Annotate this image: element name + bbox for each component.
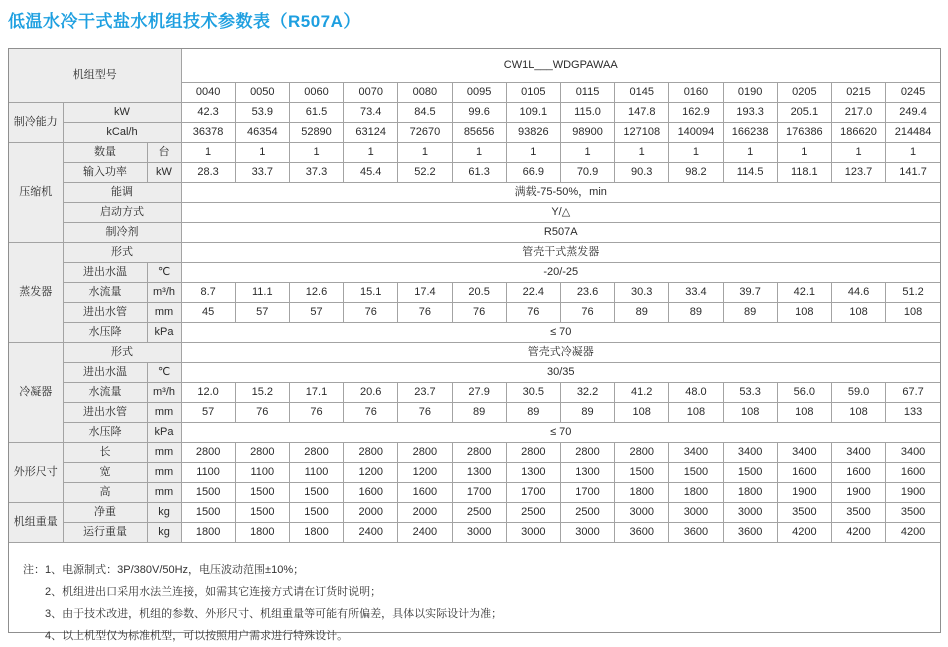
data-cell: 1 [560, 143, 614, 163]
data-cell: 22.4 [506, 283, 560, 303]
data-cell: 28.3 [181, 163, 235, 183]
data-cell: 108 [777, 303, 831, 323]
data-cell: 52.2 [398, 163, 452, 183]
row-label: 水流量 [63, 383, 147, 403]
data-cell: 51.2 [886, 283, 940, 303]
data-cell: 1300 [506, 463, 560, 483]
model-number-cell: 0160 [669, 83, 723, 103]
data-cell: 70.9 [560, 163, 614, 183]
unit-cell: kPa [147, 323, 181, 343]
data-cell: 45.4 [344, 163, 398, 183]
section-label: 压缩机 [9, 143, 63, 243]
model-number-cell: 0115 [560, 83, 614, 103]
model-number-cell: 0095 [452, 83, 506, 103]
data-cell: 1300 [452, 463, 506, 483]
notes-list [45, 559, 930, 647]
model-number-cell: 0060 [289, 83, 343, 103]
data-cell: 1 [289, 143, 343, 163]
data-cell: 1700 [506, 483, 560, 503]
note-item: 2、机组进出口采用水法兰连接，如需其它连接方式请在订货时说明； [45, 586, 382, 598]
data-cell: 127108 [615, 123, 669, 143]
row-label: 能调 [63, 183, 181, 203]
data-cell: 1600 [777, 463, 831, 483]
data-cell: 3400 [723, 443, 777, 463]
data-cell: 59.0 [831, 383, 885, 403]
data-cell: 1 [235, 143, 289, 163]
data-cell: 1500 [289, 503, 343, 523]
data-cell: 166238 [723, 123, 777, 143]
data-cell: 1900 [831, 483, 885, 503]
data-cell: 108 [777, 403, 831, 423]
data-cell: 2800 [289, 443, 343, 463]
row-label: 进出水温 [63, 363, 147, 383]
data-cell: 44.6 [831, 283, 885, 303]
unit-cell: kg [147, 523, 181, 543]
data-cell: 2800 [615, 443, 669, 463]
data-cell: 73.4 [344, 103, 398, 123]
data-cell: 76 [452, 303, 506, 323]
row-label: 进出水温 [63, 263, 147, 283]
row-label: 输入功率 [63, 163, 147, 183]
data-cell: 2800 [560, 443, 614, 463]
row-label: 水流量 [63, 283, 147, 303]
data-cell: 66.9 [506, 163, 560, 183]
data-cell: 76 [560, 303, 614, 323]
data-cell: 1200 [344, 463, 398, 483]
data-cell: 2800 [452, 443, 506, 463]
data-cell: 1200 [398, 463, 452, 483]
data-cell: 33.4 [669, 283, 723, 303]
data-cell: 1500 [235, 503, 289, 523]
data-cell: 89 [615, 303, 669, 323]
data-cell: 140094 [669, 123, 723, 143]
unit-cell: kg [147, 503, 181, 523]
row-label: 长 [63, 443, 147, 463]
data-cell: 108 [615, 403, 669, 423]
data-cell: 17.4 [398, 283, 452, 303]
data-cell: 15.2 [235, 383, 289, 403]
data-cell: 11.1 [235, 283, 289, 303]
unit-cell: ℃ [147, 363, 181, 383]
data-cell: 176386 [777, 123, 831, 143]
data-cell: 2400 [344, 523, 398, 543]
data-cell: 4200 [831, 523, 885, 543]
data-cell: 2500 [452, 503, 506, 523]
data-cell: 89 [560, 403, 614, 423]
row-label: 形式 [63, 343, 181, 363]
data-cell: 114.5 [723, 163, 777, 183]
data-cell: 76 [398, 403, 452, 423]
data-cell: 42.1 [777, 283, 831, 303]
row-label: 进出水管 [63, 303, 147, 323]
data-cell: 27.9 [452, 383, 506, 403]
note-item: 3、由于技术改进，机组的参数、外形尺寸、机组重量等可能有所偏差，具体以实际设计为准； [45, 608, 503, 620]
data-cell: 108 [886, 303, 940, 323]
row-label: kW [63, 103, 181, 123]
data-cell: 1500 [181, 483, 235, 503]
section-label: 蒸发器 [9, 243, 63, 343]
data-cell: 2800 [506, 443, 560, 463]
data-cell: 109.1 [506, 103, 560, 123]
data-cell: 46354 [235, 123, 289, 143]
notes-section [9, 543, 940, 647]
data-cell: 141.7 [886, 163, 940, 183]
data-cell: 2800 [344, 443, 398, 463]
model-number-cell: 0190 [723, 83, 777, 103]
data-cell: 2400 [398, 523, 452, 543]
data-cell: 3400 [831, 443, 885, 463]
data-cell: 1500 [723, 463, 777, 483]
data-cell: 61.5 [289, 103, 343, 123]
unit-cell: m³/h [147, 383, 181, 403]
data-cell: 76 [344, 303, 398, 323]
data-cell: 99.6 [452, 103, 506, 123]
data-cell: 3000 [615, 503, 669, 523]
data-cell: 2500 [560, 503, 614, 523]
unit-cell: mm [147, 483, 181, 503]
data-cell: 1 [886, 143, 940, 163]
unit-cell: m³/h [147, 283, 181, 303]
data-cell: 1 [452, 143, 506, 163]
span-value-cell: 满载-75-50%，min [181, 183, 940, 203]
data-cell: 30.5 [506, 383, 560, 403]
unit-cell: mm [147, 443, 181, 463]
data-cell: 2000 [398, 503, 452, 523]
data-cell: 57 [235, 303, 289, 323]
data-cell: 118.1 [777, 163, 831, 183]
data-cell: 1800 [669, 483, 723, 503]
data-cell: 1100 [181, 463, 235, 483]
data-cell: 85656 [452, 123, 506, 143]
data-cell: 2800 [181, 443, 235, 463]
data-cell: 32.2 [560, 383, 614, 403]
unit-cell: 台 [147, 143, 181, 163]
data-cell: 15.1 [344, 283, 398, 303]
data-cell: 42.3 [181, 103, 235, 123]
notes-prefix: 注： [23, 564, 45, 576]
data-cell: 63124 [344, 123, 398, 143]
data-cell: 1800 [289, 523, 343, 543]
span-value-cell: ≤ 70 [181, 423, 940, 443]
unit-cell: kW [147, 163, 181, 183]
data-cell: 1 [344, 143, 398, 163]
data-cell: 3500 [831, 503, 885, 523]
data-cell: 2800 [398, 443, 452, 463]
data-cell: 20.6 [344, 383, 398, 403]
model-header-label: 机组型号 [9, 49, 181, 103]
data-cell: 53.3 [723, 383, 777, 403]
data-cell: 115.0 [560, 103, 614, 123]
data-cell: 37.3 [289, 163, 343, 183]
data-cell: 76 [235, 403, 289, 423]
unit-cell: mm [147, 403, 181, 423]
page-title: 低温水冷干式盐水机组技术参数表（R507A） [8, 12, 361, 31]
data-cell: 33.7 [235, 163, 289, 183]
series-name-cell: CW1L___WDGPAWAA [181, 49, 940, 83]
row-label: 运行重量 [63, 523, 147, 543]
data-cell: 3500 [886, 503, 940, 523]
data-cell: 52890 [289, 123, 343, 143]
data-cell: 1900 [777, 483, 831, 503]
data-cell: 1600 [344, 483, 398, 503]
data-cell: 162.9 [669, 103, 723, 123]
data-cell: 76 [398, 303, 452, 323]
data-cell: 3400 [777, 443, 831, 463]
data-cell: 1 [181, 143, 235, 163]
data-cell: 57 [181, 403, 235, 423]
row-label: 进出水管 [63, 403, 147, 423]
data-cell: 123.7 [831, 163, 885, 183]
data-cell: 249.4 [886, 103, 940, 123]
data-cell: 217.0 [831, 103, 885, 123]
data-cell: 3000 [723, 503, 777, 523]
data-cell: 1300 [560, 463, 614, 483]
data-cell: 89 [506, 403, 560, 423]
data-cell: 23.7 [398, 383, 452, 403]
span-value-cell: 管壳式冷凝器 [181, 343, 940, 363]
data-cell: 1 [669, 143, 723, 163]
data-cell: 3400 [669, 443, 723, 463]
span-value-cell: ≤ 70 [181, 323, 940, 343]
model-number-cell: 0205 [777, 83, 831, 103]
data-cell: 1500 [235, 483, 289, 503]
data-cell: 1500 [289, 483, 343, 503]
row-label: 制冷剂 [63, 223, 181, 243]
row-label: 净重 [63, 503, 147, 523]
data-cell: 1500 [615, 463, 669, 483]
row-label: 水压降 [63, 323, 147, 343]
row-label: 宽 [63, 463, 147, 483]
data-cell: 89 [452, 403, 506, 423]
data-cell: 48.0 [669, 383, 723, 403]
data-cell: 76 [289, 403, 343, 423]
data-cell: 20.5 [452, 283, 506, 303]
model-number-cell: 0040 [181, 83, 235, 103]
row-label: 启动方式 [63, 203, 181, 223]
section-label: 制冷能力 [9, 103, 63, 143]
model-number-cell: 0050 [235, 83, 289, 103]
model-number-cell: 0145 [615, 83, 669, 103]
spec-table [9, 49, 940, 543]
data-cell: 147.8 [615, 103, 669, 123]
model-number-cell: 0080 [398, 83, 452, 103]
data-cell: 89 [723, 303, 777, 323]
span-value-cell: -20/-25 [181, 263, 940, 283]
data-cell: 1700 [452, 483, 506, 503]
model-number-cell: 0070 [344, 83, 398, 103]
data-cell: 186620 [831, 123, 885, 143]
data-cell: 84.5 [398, 103, 452, 123]
data-cell: 90.3 [615, 163, 669, 183]
data-cell: 36378 [181, 123, 235, 143]
data-cell: 3600 [723, 523, 777, 543]
data-cell: 1100 [235, 463, 289, 483]
span-value-cell: 管壳干式蒸发器 [181, 243, 940, 263]
row-label: 数量 [63, 143, 147, 163]
data-cell: 1700 [560, 483, 614, 503]
model-number-cell: 0215 [831, 83, 885, 103]
data-cell: 17.1 [289, 383, 343, 403]
span-value-cell: R507A [181, 223, 940, 243]
row-label: 形式 [63, 243, 181, 263]
data-cell: 4200 [777, 523, 831, 543]
data-cell: 3000 [452, 523, 506, 543]
data-cell: 3000 [560, 523, 614, 543]
data-cell: 193.3 [723, 103, 777, 123]
row-label: 高 [63, 483, 147, 503]
data-cell: 1800 [181, 523, 235, 543]
data-cell: 1100 [289, 463, 343, 483]
data-cell: 39.7 [723, 283, 777, 303]
data-cell: 53.9 [235, 103, 289, 123]
data-cell: 30.3 [615, 283, 669, 303]
data-cell: 1900 [886, 483, 940, 503]
data-cell: 3500 [777, 503, 831, 523]
data-cell: 12.6 [289, 283, 343, 303]
data-cell: 1800 [723, 483, 777, 503]
data-cell: 3000 [506, 523, 560, 543]
data-cell: 1600 [831, 463, 885, 483]
data-cell: 108 [831, 303, 885, 323]
data-cell: 1500 [181, 503, 235, 523]
data-cell: 1 [723, 143, 777, 163]
data-cell: 67.7 [886, 383, 940, 403]
data-cell: 45 [181, 303, 235, 323]
data-cell: 108 [723, 403, 777, 423]
unit-cell: ℃ [147, 263, 181, 283]
data-cell: 98900 [560, 123, 614, 143]
data-cell: 89 [669, 303, 723, 323]
note-item: 4、以上机型仅为标准机型，可以按照用户需求进行特殊设计。 [45, 630, 349, 642]
data-cell: 1600 [886, 463, 940, 483]
row-label: kCal/h [63, 123, 181, 143]
note-item: 1、电源制式：3P/380V/50Hz，电压波动范围±10%； [45, 564, 305, 576]
data-cell: 98.2 [669, 163, 723, 183]
section-label: 机组重量 [9, 503, 63, 543]
data-cell: 1 [831, 143, 885, 163]
data-cell: 1 [615, 143, 669, 163]
row-label: 水压降 [63, 423, 147, 443]
data-cell: 23.6 [560, 283, 614, 303]
data-cell: 1 [506, 143, 560, 163]
data-cell: 1800 [615, 483, 669, 503]
data-cell: 8.7 [181, 283, 235, 303]
data-cell: 1500 [669, 463, 723, 483]
data-cell: 3000 [669, 503, 723, 523]
data-cell: 1600 [398, 483, 452, 503]
data-cell: 3400 [886, 443, 940, 463]
data-cell: 76 [506, 303, 560, 323]
span-value-cell: 30/35 [181, 363, 940, 383]
data-cell: 2500 [506, 503, 560, 523]
unit-cell: mm [147, 463, 181, 483]
data-cell: 56.0 [777, 383, 831, 403]
data-cell: 3600 [669, 523, 723, 543]
data-cell: 2800 [235, 443, 289, 463]
data-cell: 61.3 [452, 163, 506, 183]
content-frame [8, 48, 941, 642]
data-cell: 3600 [615, 523, 669, 543]
data-cell: 72670 [398, 123, 452, 143]
model-number-cell: 0245 [886, 83, 940, 103]
span-value-cell: Y/△ [181, 203, 940, 223]
data-cell: 214484 [886, 123, 940, 143]
data-cell: 205.1 [777, 103, 831, 123]
data-cell: 133 [886, 403, 940, 423]
data-cell: 57 [289, 303, 343, 323]
data-cell: 2000 [344, 503, 398, 523]
data-cell: 12.0 [181, 383, 235, 403]
data-cell: 1800 [235, 523, 289, 543]
data-cell: 108 [669, 403, 723, 423]
data-cell: 41.2 [615, 383, 669, 403]
data-cell: 93826 [506, 123, 560, 143]
data-cell: 1 [398, 143, 452, 163]
data-cell: 1 [777, 143, 831, 163]
section-label: 冷凝器 [9, 343, 63, 443]
model-number-cell: 0105 [506, 83, 560, 103]
unit-cell: kPa [147, 423, 181, 443]
data-cell: 4200 [886, 523, 940, 543]
data-cell: 76 [344, 403, 398, 423]
section-label: 外形尺寸 [9, 443, 63, 503]
unit-cell: mm [147, 303, 181, 323]
data-cell: 108 [831, 403, 885, 423]
